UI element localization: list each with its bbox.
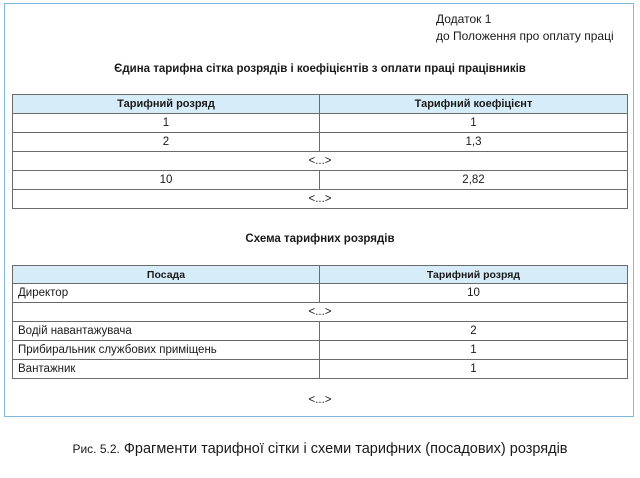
appendix-line-2: до Положення про оплату праці (436, 29, 614, 43)
figure-caption-text: Фрагменти тарифної сітки і схеми тарифних (посадових) розрядів (123, 441, 568, 457)
appendix-note (436, 11, 614, 45)
ellipsis-cell: <...> (13, 152, 628, 171)
table-row-ellipsis (13, 190, 628, 209)
column-header-position: Посада (13, 266, 320, 284)
table-cell: 1 (320, 114, 628, 133)
table-cell: 1,3 (320, 133, 628, 152)
table-row (13, 171, 628, 190)
table-cell: 1 (320, 341, 628, 360)
table-cell: 1 (320, 360, 628, 379)
figure-number: Рис. 5.2. (72, 442, 120, 456)
tariff-grid-table (12, 94, 628, 209)
table-row (13, 341, 628, 360)
table-cell: 2 (13, 133, 320, 152)
appendix-line-1: Додаток 1 (436, 12, 492, 26)
table-cell: Водій навантажувача (13, 322, 320, 341)
table-header-row (13, 95, 628, 114)
table-cell: 2,82 (320, 171, 628, 190)
table-cell: 1 (13, 114, 320, 133)
table-row-ellipsis (13, 152, 628, 171)
grade-scheme-title: Схема тарифних розрядів (245, 233, 395, 245)
table-row (13, 322, 628, 341)
table-cell: 10 (13, 171, 320, 190)
grade-scheme-table (12, 265, 628, 379)
ellipsis-cell: <...> (13, 303, 628, 322)
table-row (13, 284, 628, 303)
column-header-coefficient: Тарифний коефіцієнт (320, 95, 628, 114)
table-cell: Прибиральник службових приміщень (13, 341, 320, 360)
table-cell: 10 (320, 284, 628, 303)
table-cell: Вантажник (13, 360, 320, 379)
table-header-row (13, 266, 628, 284)
ellipsis-cell: <...> (13, 190, 628, 209)
table-row (13, 360, 628, 379)
figure-caption (0, 441, 640, 457)
column-header-grade: Тарифний розряд (13, 95, 320, 114)
table-cell: Директор (13, 284, 320, 303)
trailing-ellipsis: <...> (308, 394, 332, 406)
table-cell: 2 (320, 322, 628, 341)
table-row (13, 114, 628, 133)
table-row-ellipsis (13, 303, 628, 322)
table-row (13, 133, 628, 152)
tariff-grid-title: Єдина тарифна сітка розрядів і коефіцієнтів з оплати праці працівників (114, 63, 526, 75)
column-header-grade: Тарифний розряд (320, 266, 628, 284)
